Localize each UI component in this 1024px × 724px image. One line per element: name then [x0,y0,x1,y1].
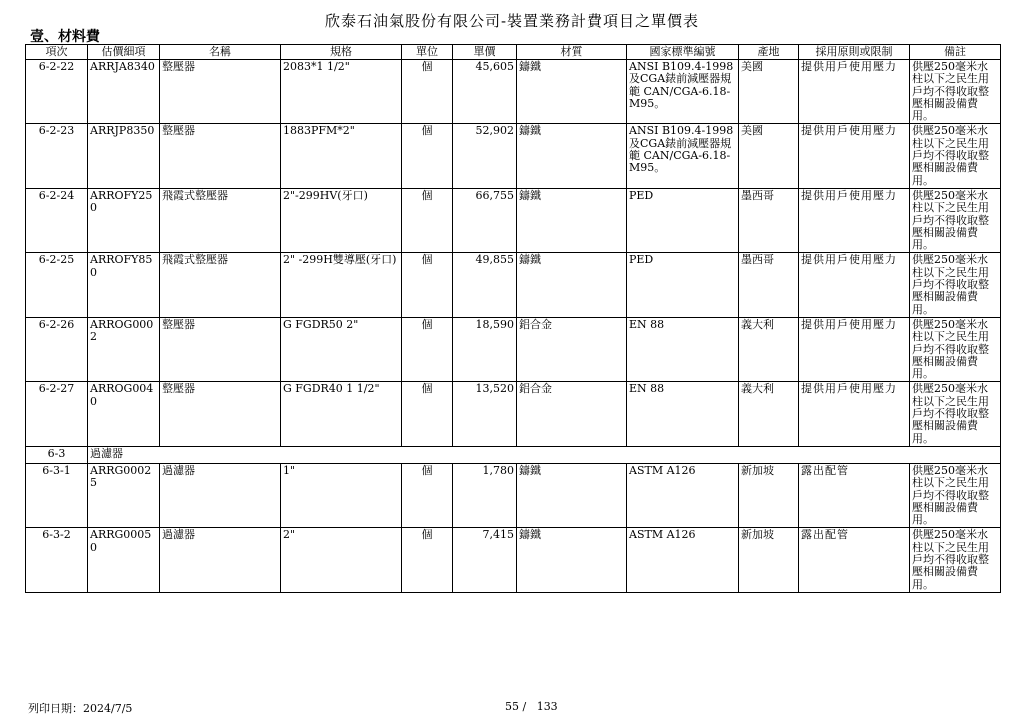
cell-unit-price: 66,755 [453,188,517,252]
cell-remarks: 供壓250毫米水柱以下之民生用戶均不得收取整壓相關設備費用。 [910,253,1001,317]
cell-index: 6-3-2 [26,528,88,592]
document-title: 欣泰石油氣股份有限公司-裝置業務計費項目之單價表 [324,12,700,30]
cell-origin: 美國 [739,124,799,188]
cell-material: 鑄鐵 [517,60,627,124]
page-number: 55 / 133 [505,700,558,713]
cell-material: 鑄鐵 [517,124,627,188]
cell-material: 鋁合金 [517,382,627,446]
cell-estimate-item: ARRJP8350 [88,124,160,188]
cell-national-standard: ANSI B109.4-1998及CGA錶前減壓器規範 CAN/CGA-6.18-M95。 [627,124,739,188]
table-body [26,60,1001,593]
cell-origin: 義大利 [739,317,799,381]
table-row [26,124,1001,188]
header-unit-price: 單價 [453,45,517,60]
header-principle: 採用原則或限制 [799,45,910,60]
cell-remarks: 供壓250毫米水柱以下之民生用戶均不得收取整壓相關設備費用。 [910,382,1001,446]
cell-unit: 個 [402,317,453,381]
cell-origin: 美國 [739,60,799,124]
header-estimate-item: 估價細項 [88,45,160,60]
cell-remarks: 供壓250毫米水柱以下之民生用戶均不得收取整壓相關設備費用。 [910,188,1001,252]
table-row [26,317,1001,381]
cell-national-standard: EN 88 [627,317,739,381]
cell-spec: 2"-299HV(牙口) [281,188,402,252]
unit-price-table [25,44,1001,593]
header-spec: 規格 [281,45,402,60]
cell-index: 6-2-25 [26,253,88,317]
cell-spec: 1" [281,463,402,527]
cell-remarks: 供壓250毫米水柱以下之民生用戶均不得收取整壓相關設備費用。 [910,528,1001,592]
cell-unit: 個 [402,124,453,188]
table-row [26,60,1001,124]
cell-index: 6-2-26 [26,317,88,381]
cell-national-standard: ASTM A126 [627,528,739,592]
cell-name: 飛霞式整壓器 [160,253,281,317]
cell-origin: 新加坡 [739,528,799,592]
cell-material: 鑄鐵 [517,253,627,317]
cell-material: 鑄鐵 [517,188,627,252]
cell-remarks: 供壓250毫米水柱以下之民生用戶均不得收取整壓相關設備費用。 [910,463,1001,527]
header-name: 名稱 [160,45,281,60]
cell-estimate-item: ARROG0002 [88,317,160,381]
cell-spec: 2" -299H雙導壓(牙口) [281,253,402,317]
cell-spec: G FGDR50 2" [281,317,402,381]
cell-estimate-item: ARRG00050 [88,528,160,592]
cell-index: 6-2-23 [26,124,88,188]
cell-index: 6-2-22 [26,60,88,124]
cell-remarks: 供壓250毫米水柱以下之民生用戶均不得收取整壓相關設備費用。 [910,124,1001,188]
cell-principle: 提供用戶使用壓力 [799,60,910,124]
cell-unit: 個 [402,60,453,124]
cell-unit: 個 [402,382,453,446]
cell-name: 整壓器 [160,60,281,124]
header-origin: 產地 [739,45,799,60]
cell-national-standard: EN 88 [627,382,739,446]
print-date: 列印日期：2024/7/5 [28,702,133,715]
cell-unit: 個 [402,528,453,592]
cell-index: 6-3-1 [26,463,88,527]
cell-name: 過濾器 [160,528,281,592]
cell-spec: G FGDR40 1 1/2" [281,382,402,446]
table-row [26,253,1001,317]
cell-remarks: 供壓250毫米水柱以下之民生用戶均不得收取整壓相關設備費用。 [910,317,1001,381]
cell-unit-price: 18,590 [453,317,517,381]
cell-origin: 墨西哥 [739,253,799,317]
cell-national-standard: ANSI B109.4-1998及CGA錶前減壓器規範 CAN/CGA-6.18-M95。 [627,60,739,124]
cell-unit-price: 7,415 [453,528,517,592]
table-row [26,382,1001,446]
cell-index: 6-2-27 [26,382,88,446]
cell-spec: 1883PFM*2" [281,124,402,188]
header-remarks: 備註 [910,45,1001,60]
cell-name: 整壓器 [160,382,281,446]
group-title: 過濾器 [88,446,1001,463]
cell-unit-price: 45,605 [453,60,517,124]
cell-origin: 新加坡 [739,463,799,527]
header-index: 項次 [26,45,88,60]
header-material: 材質 [517,45,627,60]
cell-estimate-item: ARRG00025 [88,463,160,527]
cell-principle: 露出配管 [799,528,910,592]
cell-name: 過濾器 [160,463,281,527]
table-row [26,463,1001,527]
section-title: 壹、材料費 [30,29,100,45]
cell-national-standard: ASTM A126 [627,463,739,527]
group-row [26,446,1001,463]
table-row [26,528,1001,592]
cell-national-standard: PED [627,253,739,317]
cell-origin: 墨西哥 [739,188,799,252]
cell-origin: 義大利 [739,382,799,446]
cell-material: 鑄鐵 [517,463,627,527]
cell-remarks: 供壓250毫米水柱以下之民生用戶均不得收取整壓相關設備費用。 [910,60,1001,124]
group-index: 6-3 [26,446,88,463]
cell-principle: 露出配管 [799,463,910,527]
cell-name: 飛霞式整壓器 [160,188,281,252]
cell-spec: 2083*1 1/2" [281,60,402,124]
cell-principle: 提供用戶使用壓力 [799,382,910,446]
cell-unit-price: 13,520 [453,382,517,446]
cell-national-standard: PED [627,188,739,252]
cell-unit: 個 [402,463,453,527]
cell-unit: 個 [402,188,453,252]
cell-unit-price: 49,855 [453,253,517,317]
cell-estimate-item: ARRJA8340 [88,60,160,124]
cell-name: 整壓器 [160,124,281,188]
cell-index: 6-2-24 [26,188,88,252]
cell-estimate-item: ARROG0040 [88,382,160,446]
header-national-standard: 國家標準編號 [627,45,739,60]
cell-principle: 提供用戶使用壓力 [799,253,910,317]
table-row [26,188,1001,252]
cell-unit-price: 1,780 [453,463,517,527]
cell-name: 整壓器 [160,317,281,381]
cell-spec: 2" [281,528,402,592]
cell-material: 鑄鐵 [517,528,627,592]
cell-unit-price: 52,902 [453,124,517,188]
cell-principle: 提供用戶使用壓力 [799,124,910,188]
cell-principle: 提供用戶使用壓力 [799,317,910,381]
table-header-row [26,45,1001,60]
cell-unit: 個 [402,253,453,317]
cell-estimate-item: ARROFY250 [88,188,160,252]
header-unit: 單位 [402,45,453,60]
cell-principle: 提供用戶使用壓力 [799,188,910,252]
cell-estimate-item: ARROFY850 [88,253,160,317]
cell-material: 鋁合金 [517,317,627,381]
